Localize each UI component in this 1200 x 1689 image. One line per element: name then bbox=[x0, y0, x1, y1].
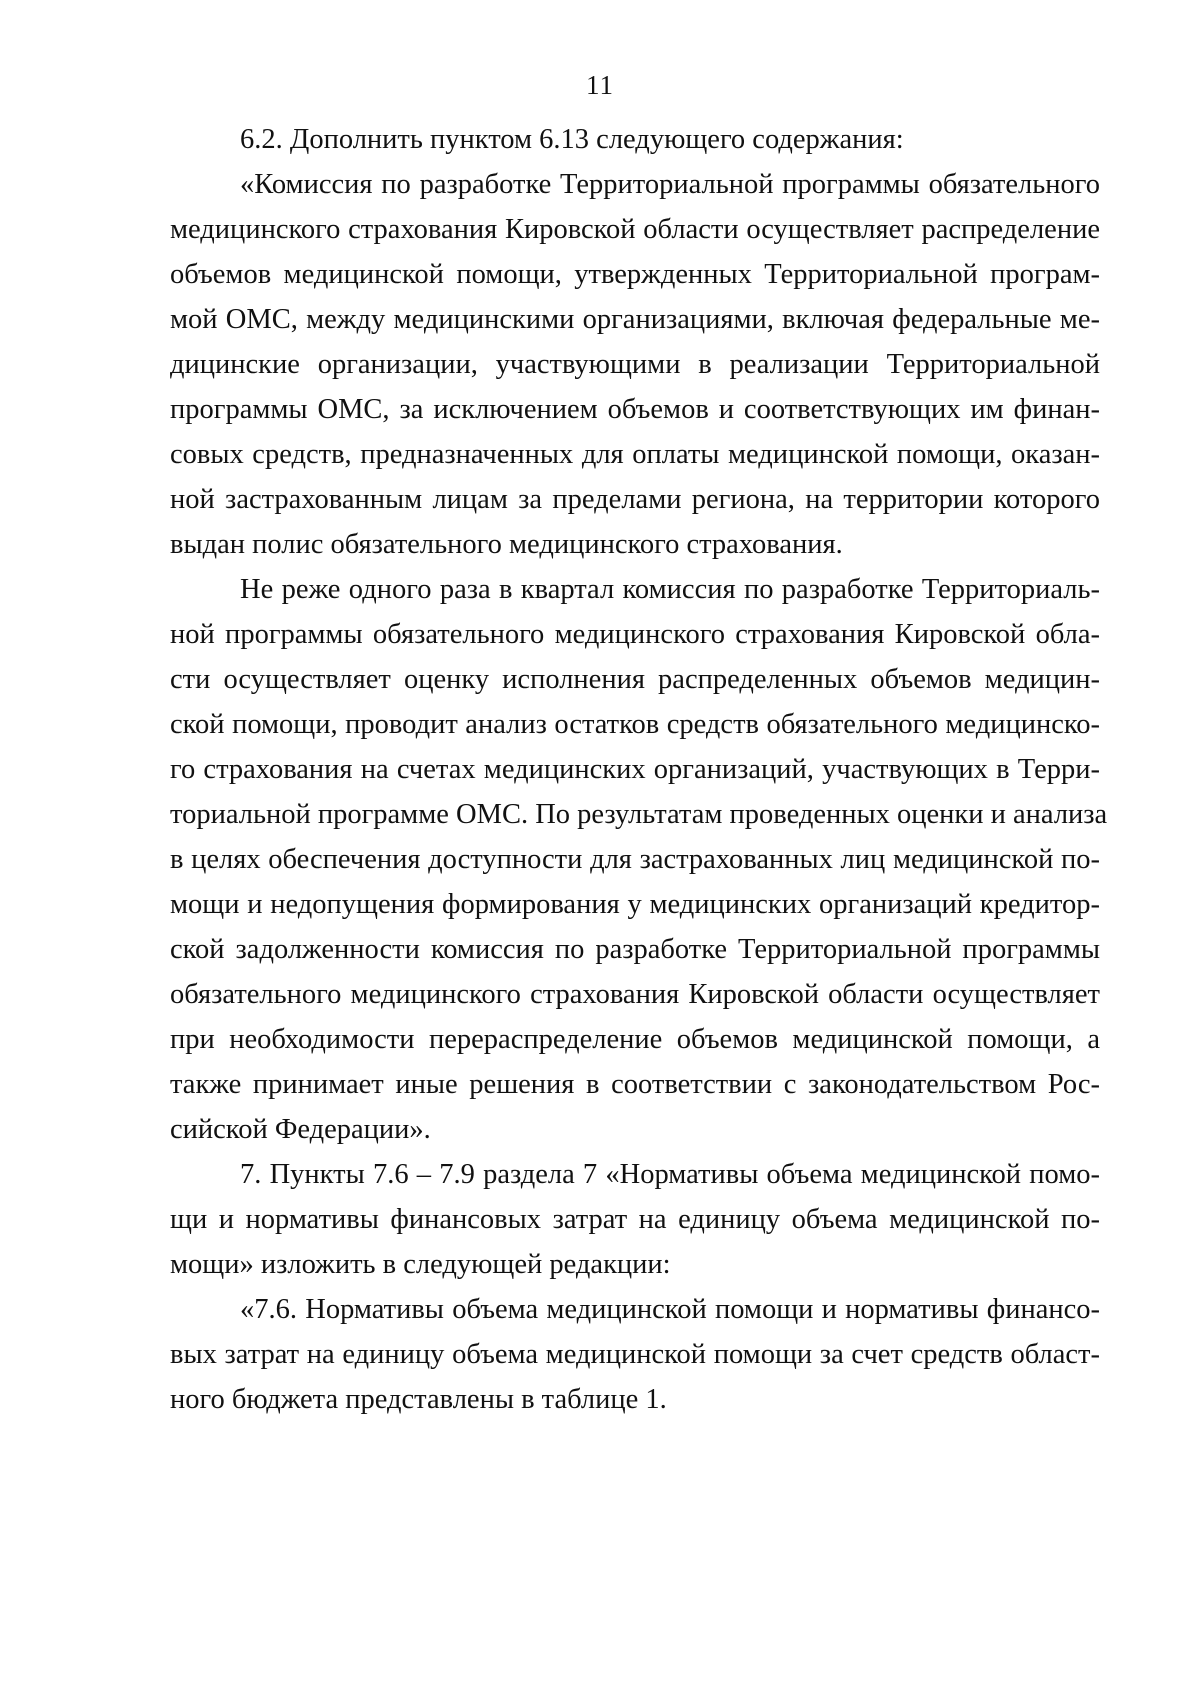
text-line: в целях обеспечения доступности для застрахованных лиц медицинской по- bbox=[170, 844, 1100, 875]
text-line: мой ОМС, между медицинскими организациями, включая федеральные ме- bbox=[170, 304, 1100, 335]
text-line: ного бюджета представлены в таблице 1. bbox=[170, 1384, 667, 1415]
text-line: ной застрахованным лицам за пределами региона, на территории которого bbox=[170, 484, 1100, 515]
text-line: 6.2. Дополнить пунктом 6.13 следующего содержания: bbox=[240, 124, 904, 155]
text-line: Не реже одного раза в квартал комиссия по разработке Территориаль- bbox=[240, 574, 1100, 605]
text-line: щи и нормативы финансовых затрат на единицу объема медицинской по- bbox=[170, 1204, 1100, 1235]
text-line: ториальной программе ОМС. По результатам проведенных оценки и анализа bbox=[170, 799, 1108, 830]
text-line: сти осуществляет оценку исполнения распределенных объемов медицин- bbox=[170, 664, 1100, 695]
text-line: «Комиссия по разработке Территориальной программы обязательного bbox=[240, 169, 1100, 200]
text-line: программы ОМС, за исключением объемов и соответствующих им финан- bbox=[170, 394, 1100, 425]
text-line: выдан полис обязательного медицинского страхования. bbox=[170, 529, 843, 560]
text-line: мощи» изложить в следующей редакции: bbox=[170, 1249, 671, 1280]
text-line: при необходимости перераспределение объемов медицинской помощи, а bbox=[170, 1024, 1100, 1055]
text-line: также принимает иные решения в соответствии с законодательством Рос- bbox=[170, 1069, 1100, 1100]
text-line: «7.6. Нормативы объема медицинской помощи и нормативы финансо- bbox=[240, 1294, 1100, 1325]
page-number: 11 bbox=[586, 70, 614, 100]
text-line: мощи и недопущения формирования у медицинских организаций кредитор- bbox=[170, 889, 1100, 920]
text-line: дицинские организации, участвующими в реализации Территориальной bbox=[170, 349, 1100, 380]
text-line: сийской Федерации». bbox=[170, 1114, 431, 1145]
text-line: ской помощи, проводит анализ остатков средств обязательного медицинско- bbox=[170, 709, 1100, 740]
text-line: объемов медицинской помощи, утвержденных Территориальной програм- bbox=[170, 259, 1100, 290]
text-line: 7. Пункты 7.6 – 7.9 раздела 7 «Нормативы объема медицинской помо- bbox=[240, 1159, 1100, 1190]
text-line: совых средств, предназначенных для оплаты медицинской помощи, оказан- bbox=[170, 439, 1100, 470]
text-line: ской задолженности комиссия по разработке Территориальной программы bbox=[170, 934, 1100, 965]
text-line: обязательного медицинского страхования Кировской области осуществляет bbox=[170, 979, 1100, 1010]
text-line: ной программы обязательного медицинского страхования Кировской обла- bbox=[170, 619, 1100, 650]
text-line: го страхования на счетах медицинских организаций, участвующих в Терри- bbox=[170, 754, 1100, 785]
text-line: медицинского страхования Кировской области осуществляет распределение bbox=[170, 214, 1100, 245]
text-line: вых затрат на единицу объема медицинской помощи за счет средств област- bbox=[170, 1339, 1100, 1370]
